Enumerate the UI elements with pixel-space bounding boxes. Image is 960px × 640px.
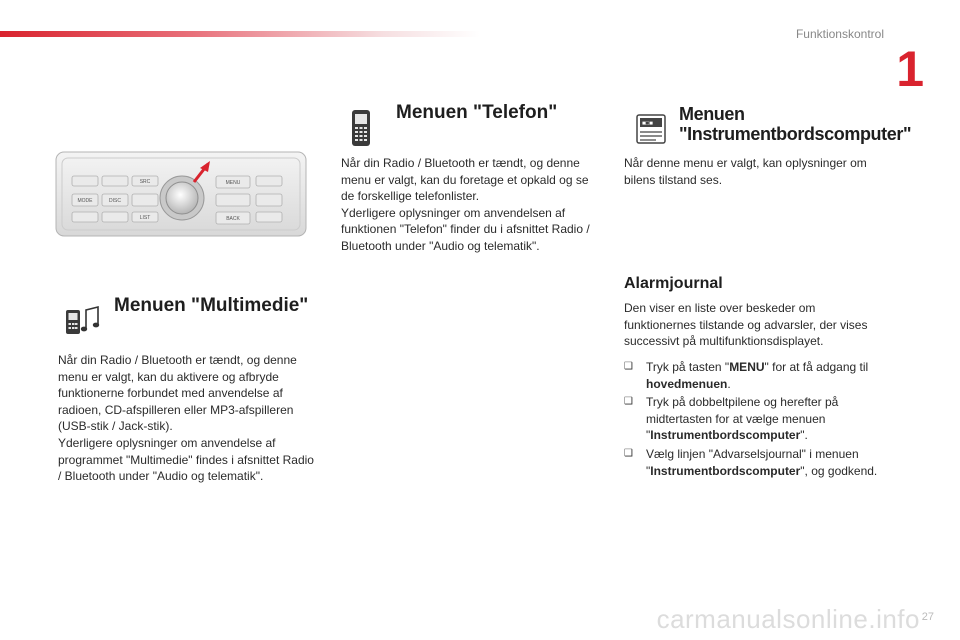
step-bold: Instrumentbordscomputer (650, 428, 801, 443)
music-phone-icon (62, 302, 102, 336)
svg-text:■□■: ■□■ (642, 121, 653, 127)
panel-back-label: BACK (226, 216, 240, 222)
checkbox-bullet-icon: ❑ (624, 361, 633, 372)
watermark: carmanualsonline.info (656, 604, 920, 634)
instrument-title-line2: "Instrumentbordscomputer" (679, 124, 912, 144)
list-item (624, 359, 886, 392)
header-red-rule (0, 31, 480, 37)
radio-panel-illustration (54, 148, 308, 240)
list-item (624, 394, 886, 444)
checkbox-bullet-icon: ❑ (624, 447, 633, 459)
telefon-title: Menuen "Telefon" (396, 102, 558, 123)
panel-disc-label: DISC (109, 198, 121, 204)
alarm-body: Den viser en liste over beskeder om funktionernes tilstande og advarsler, der vises successivt på multifunktionsdisplayet. (624, 301, 868, 349)
panel-list-label: LIST (139, 215, 151, 221)
chapter-title: Funktionskontrol (795, 27, 884, 41)
step-bold: Instrumentbordscomputer (650, 463, 801, 478)
telefon-body: Når din Radio / Bluetooth er tændt, og denne menu er valgt, kan du foretage et opkald og se de forskellige telefonlister. Yderligere oplysninger om anvendelsen af funktionen "Telefon" finder du i afsnittet Radio / Bluetooth under "Audio og telematik". (341, 156, 590, 253)
step-text: . (727, 376, 731, 391)
mobile-phone-icon (346, 108, 376, 150)
panel-src-label: SRC (139, 179, 151, 185)
page-number: 27 (921, 611, 934, 623)
alarm-title: Alarmjournal (624, 275, 723, 292)
step-text: Tryk på dobbeltpilene og herefter på midtertasten for at vælge menuen " (646, 395, 839, 443)
trip-computer-icon (634, 112, 668, 146)
instrument-title-line1: Menuen (679, 104, 745, 124)
multimedia-title: Menuen "Multimedie" (114, 295, 309, 316)
list-item (624, 446, 886, 479)
multimedia-body: Når din Radio / Bluetooth er tændt, og denne menu er valgt, kan du aktivere og afbryde funktionerne forbundet med anvendelse af radioen, CD-afspilleren eller MP3-afspilleren (USB-stik / Jack-stik). Yderligere oplysninger om anvendelse af programmet "Multimedie" findes i afsnittet Radio / Bluetooth under "Audio og telematik". (58, 353, 314, 484)
alarm-steps-list (624, 359, 886, 479)
step-text: Vælg linjen "Advarselsjournal" i menuen " (646, 446, 859, 478)
checkbox-bullet-icon: ❑ (624, 396, 633, 408)
instrument-body: Når denne menu er valgt, kan oplysninger om bilens tilstand ses. (624, 156, 867, 187)
step-bold: hovedmenuen (646, 376, 728, 391)
step-text: Tryk på tasten " (646, 360, 730, 374)
step-bold: MENU (729, 360, 765, 374)
step-text: ". (800, 428, 808, 443)
instrument-title (679, 104, 911, 144)
chapter-number: 1 (896, 41, 924, 97)
step-text: " for at få adgang til (764, 360, 869, 374)
step-text: ", og godkend. (800, 463, 878, 478)
panel-menu-label: MENU (225, 180, 241, 186)
panel-mode-label: MODE (77, 198, 93, 204)
